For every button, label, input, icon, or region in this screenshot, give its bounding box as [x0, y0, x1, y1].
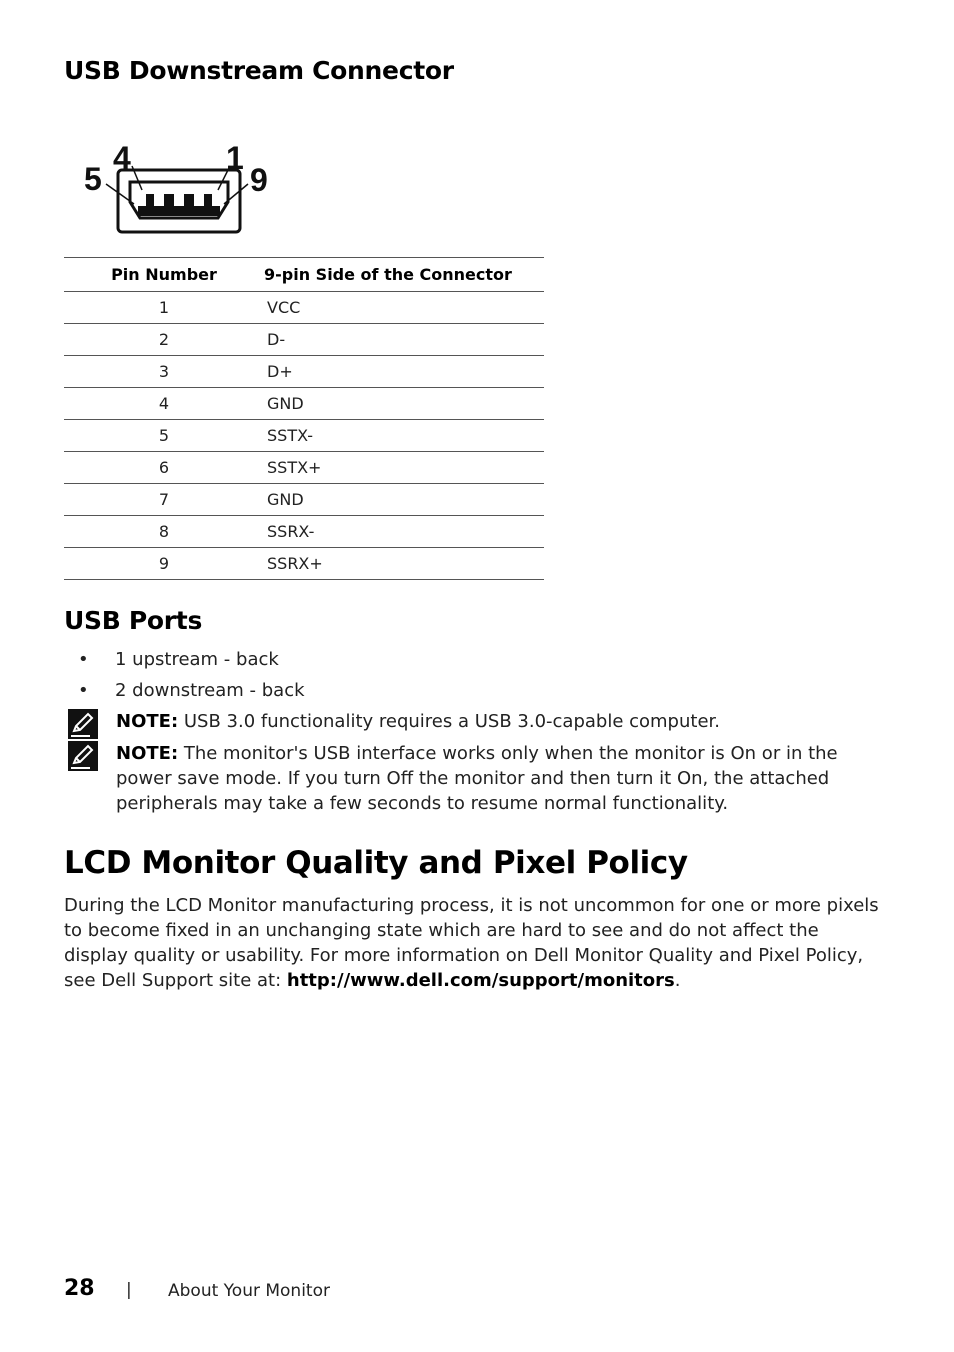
pin-signal: GND — [264, 484, 544, 516]
section-heading-usb-ports: USB Ports — [64, 606, 203, 635]
table-row — [64, 420, 544, 452]
pin-signal: SSRX- — [264, 516, 544, 548]
dell-support-link[interactable]: http://www.dell.com/support/monitors — [286, 970, 675, 991]
usb-ports-list — [64, 647, 305, 709]
pin-number: 5 — [64, 420, 264, 452]
paragraph-end: . — [674, 970, 681, 991]
pin-signal: VCC — [264, 292, 544, 324]
pin-signal: D- — [264, 324, 544, 356]
section-heading-usb-downstream: USB Downstream Connector — [64, 56, 454, 85]
table-row — [64, 452, 544, 484]
page-footer — [64, 1276, 330, 1301]
pin-label-4: 4 — [113, 140, 131, 176]
pin-number: 3 — [64, 356, 264, 388]
pin-label-1: 1 — [226, 140, 244, 176]
note-pencil-icon — [68, 709, 98, 739]
table-row — [64, 516, 544, 548]
pin-signal: SSTX+ — [264, 452, 544, 484]
bullet-glyph: • — [78, 649, 89, 670]
pin-signal: SSRX+ — [264, 548, 544, 580]
pin-number: 2 — [64, 324, 264, 356]
note-text: USB 3.0 functionality requires a USB 3.0-capable computer. — [178, 711, 720, 732]
list-item-text: 1 upstream - back — [115, 649, 279, 670]
pin-assignment-table — [64, 257, 544, 580]
column-header-pin-number: Pin Number — [64, 258, 264, 292]
note-usb-power-state — [64, 741, 884, 816]
note-usb3-requirement — [64, 709, 884, 734]
pin-label-9: 9 — [250, 162, 268, 198]
footer-separator: | — [126, 1280, 132, 1300]
section-heading-pixel-policy: LCD Monitor Quality and Pixel Policy — [64, 845, 688, 881]
pin-number: 6 — [64, 452, 264, 484]
pin-number: 4 — [64, 388, 264, 420]
page-number: 28 — [64, 1276, 95, 1301]
pin-number: 1 — [64, 292, 264, 324]
table-row — [64, 324, 544, 356]
list-item-text: 2 downstream - back — [115, 680, 305, 701]
list-item — [64, 647, 305, 678]
table-row — [64, 388, 544, 420]
table-header-row — [64, 258, 544, 292]
note-text: The monitor's USB interface works only when the monitor is On or in the power save mode. If you turn Off the monitor and then turn it On, the attached peripherals may take a few seconds to resume normal functionality. — [116, 743, 838, 814]
table-row — [64, 292, 544, 324]
usb-a-connector-icon — [80, 140, 280, 240]
paragraph-text: During the LCD Monitor manufacturing process, it is not uncommon for one or more pixels to become fixed in an unchanging state which are hard to see and do not affect the display quality or usability. For more information on Dell Monitor Quality and Pixel Policy, see Dell Support site at: — [64, 895, 879, 991]
list-item — [64, 678, 305, 709]
pixel-policy-paragraph — [64, 893, 884, 993]
bullet-glyph: • — [78, 680, 89, 701]
table-row — [64, 356, 544, 388]
note-label: NOTE: — [116, 743, 179, 764]
pin-label-5: 5 — [84, 161, 102, 197]
pin-signal: SSTX- — [264, 420, 544, 452]
pin-number: 7 — [64, 484, 264, 516]
column-header-connector-side: 9-pin Side of the Connector — [264, 258, 544, 292]
note-label: NOTE: — [116, 711, 179, 732]
pin-signal: GND — [264, 388, 544, 420]
table-row — [64, 548, 544, 580]
footer-section-title: About Your Monitor — [168, 1281, 330, 1301]
pin-number: 9 — [64, 548, 264, 580]
pin-signal: D+ — [264, 356, 544, 388]
note-pencil-icon — [68, 741, 98, 771]
pin-number: 8 — [64, 516, 264, 548]
table-row — [64, 484, 544, 516]
